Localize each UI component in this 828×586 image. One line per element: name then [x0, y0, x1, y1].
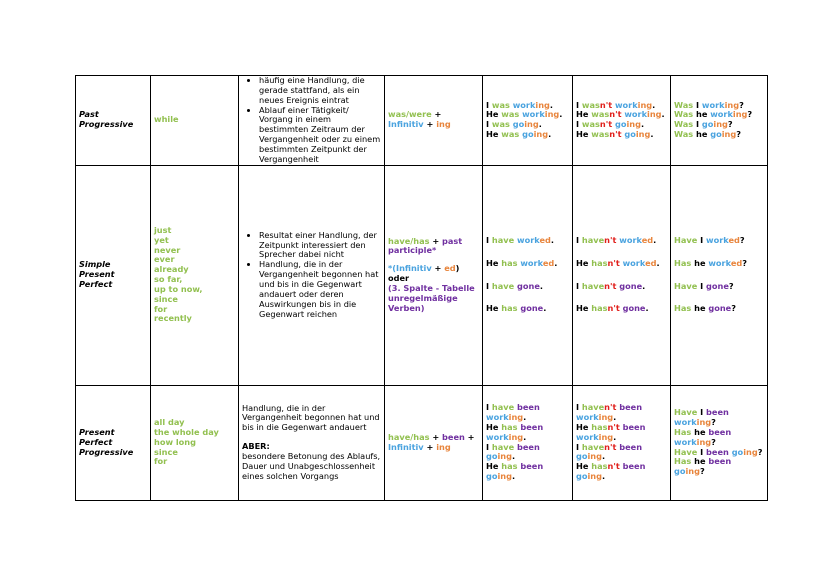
tense-table [75, 75, 768, 501]
example-sentence: He wasn't going. [576, 129, 654, 140]
signal-word: since [154, 446, 178, 457]
tense-name: Simple Present Perfect [76, 165, 151, 385]
example-sentence: He was going. [486, 129, 552, 140]
positive-examples [483, 385, 573, 500]
example-sentence: He has been going. [486, 461, 544, 482]
example-sentence: Have I gone? [674, 280, 734, 291]
usage-cell [239, 385, 385, 500]
signal-word: how long [154, 436, 196, 447]
negative-examples [573, 76, 671, 166]
form-cell: have/has + been + Infinitiv + ing [385, 385, 483, 500]
example-sentence: I have worked. [486, 234, 555, 245]
form-infinitive: Infinitiv [396, 263, 432, 274]
example-sentence: He has worked. [486, 257, 558, 268]
example-sentence: He hasn't been working. [576, 421, 646, 442]
example-sentence: He was working. [486, 109, 563, 120]
form-ed: ed [444, 263, 456, 274]
usage-cell [239, 165, 385, 385]
positive-examples [483, 76, 573, 166]
form-plus: + [431, 109, 442, 120]
signal-word: so far, [154, 274, 183, 285]
signal-word: ever [154, 254, 175, 265]
signal-word: never [154, 244, 181, 255]
signal-word: up to now, [154, 283, 203, 294]
form-cell: have/has + past participle* *(Infinitiv + ed) oder (3. Spalte - Tabelle unregelmäßige Verben) [385, 165, 483, 385]
example-sentence: I wasn't working. [576, 99, 656, 110]
tense-name: Past Progressive [76, 76, 151, 166]
example-sentence: He hasn't gone. [576, 303, 649, 314]
example-sentence: He has gone. [486, 303, 547, 314]
positive-examples [483, 165, 573, 385]
example-sentence: Was I going? [674, 119, 733, 130]
signal-word: recently [154, 313, 192, 324]
example-sentence: I was going. [486, 119, 542, 130]
usage-item: • Resultat einer Handlung, der Zeitpunkt interessiert den Sprecher dabei nicht [259, 231, 381, 261]
usage-item: • Ablauf einer Tätigkeit/ Vorgang in einem bestimmten Zeitraum der Vergangenheit oder zu einem bestimmten Zeitpunkt der Vergangenheit [259, 106, 381, 165]
signal-words [151, 165, 239, 385]
usage-cell [239, 76, 385, 166]
example-sentence: I have gone. [486, 280, 544, 291]
example-sentence: Was he going? [674, 129, 741, 140]
usage-item: • häufig eine Handlung, die gerade stattfand, als ein neues Ereignis eintrat [259, 76, 381, 106]
question-examples [671, 76, 768, 166]
usage-item: • Handlung, die in der Vergangenheit begonnen hat und bis in die Gegenwart andauert oder deren Auswirkungen bis in die Gegenwart reichen [259, 260, 381, 319]
example-sentence: He has been working. [486, 421, 544, 442]
signal-word: for [154, 456, 168, 467]
example-sentence: Has he gone? [674, 303, 736, 314]
form-plus: + [423, 119, 437, 130]
example-sentence: Was I working? [674, 99, 744, 110]
signal-words [151, 385, 239, 500]
example-sentence: I have been going. [486, 441, 540, 462]
form-past-participle: past participle* [388, 235, 463, 256]
negative-examples [573, 385, 671, 500]
signal-word: already [154, 264, 189, 275]
example-sentence: I was working. [486, 99, 554, 110]
example-sentence: I haven't worked. [576, 234, 657, 245]
table-row-past-progressive [76, 76, 768, 166]
example-sentence: He hasn't worked. [576, 257, 660, 268]
form-ing: ing [436, 441, 451, 452]
signal-word: all day [154, 416, 185, 427]
table-row-simple-present-perfect [76, 165, 768, 385]
form-been: been [442, 431, 465, 442]
example-sentence: I wasn't going. [576, 119, 645, 130]
tense-name: Present Perfect Progressive [76, 385, 151, 500]
form-ing: ing [436, 119, 451, 130]
form-infinitive: Infinitiv [388, 441, 424, 452]
example-sentence: Was he working? [674, 109, 753, 120]
aber-label: ABER: [242, 441, 270, 452]
signal-word: just [154, 224, 172, 235]
form-infinitive: Infinitiv [388, 119, 424, 130]
form-cell [385, 76, 483, 166]
form-aux: have/has [388, 431, 430, 442]
example-sentence: He hasn't been going. [576, 461, 646, 482]
example-sentence: Has he been working? [674, 426, 732, 447]
aber-text: besondere Betonung des Ablaufs, Dauer und Unabgeschlossenheit eines solchen Vorgangs [242, 451, 381, 481]
example-sentence: Has he been going? [674, 456, 732, 477]
signal-word: for [154, 303, 168, 314]
signal-word: yet [154, 234, 169, 245]
example-sentence: I haven't gone. [576, 280, 646, 291]
negative-examples [573, 165, 671, 385]
example-sentence: I haven't been going. [576, 441, 643, 462]
form-irregular-note: (3. Spalte - Tabelle unregelmäßige Verben) [388, 283, 475, 313]
example-sentence: I have been working. [486, 402, 540, 423]
question-examples [671, 385, 768, 500]
example-sentence: Have I worked? [674, 234, 745, 245]
usage-text: Handlung, die in der Vergangenheit begonnen hat und bis in die Gegenwart andauert [242, 402, 380, 433]
table-row-present-perfect-progressive [76, 385, 768, 500]
example-sentence: He wasn't working. [576, 109, 665, 120]
form-aux: have/has [388, 235, 430, 246]
question-examples [671, 165, 768, 385]
example-sentence: Has he worked? [674, 257, 747, 268]
signal-word: while [151, 76, 239, 166]
signal-word: since [154, 293, 178, 304]
example-sentence: Have I been going? [674, 446, 763, 457]
form-aux: was/were [388, 109, 432, 120]
example-sentence: I haven't been working. [576, 402, 643, 423]
example-sentence: Have I been working? [674, 407, 729, 427]
signal-word: the whole day [154, 426, 219, 437]
